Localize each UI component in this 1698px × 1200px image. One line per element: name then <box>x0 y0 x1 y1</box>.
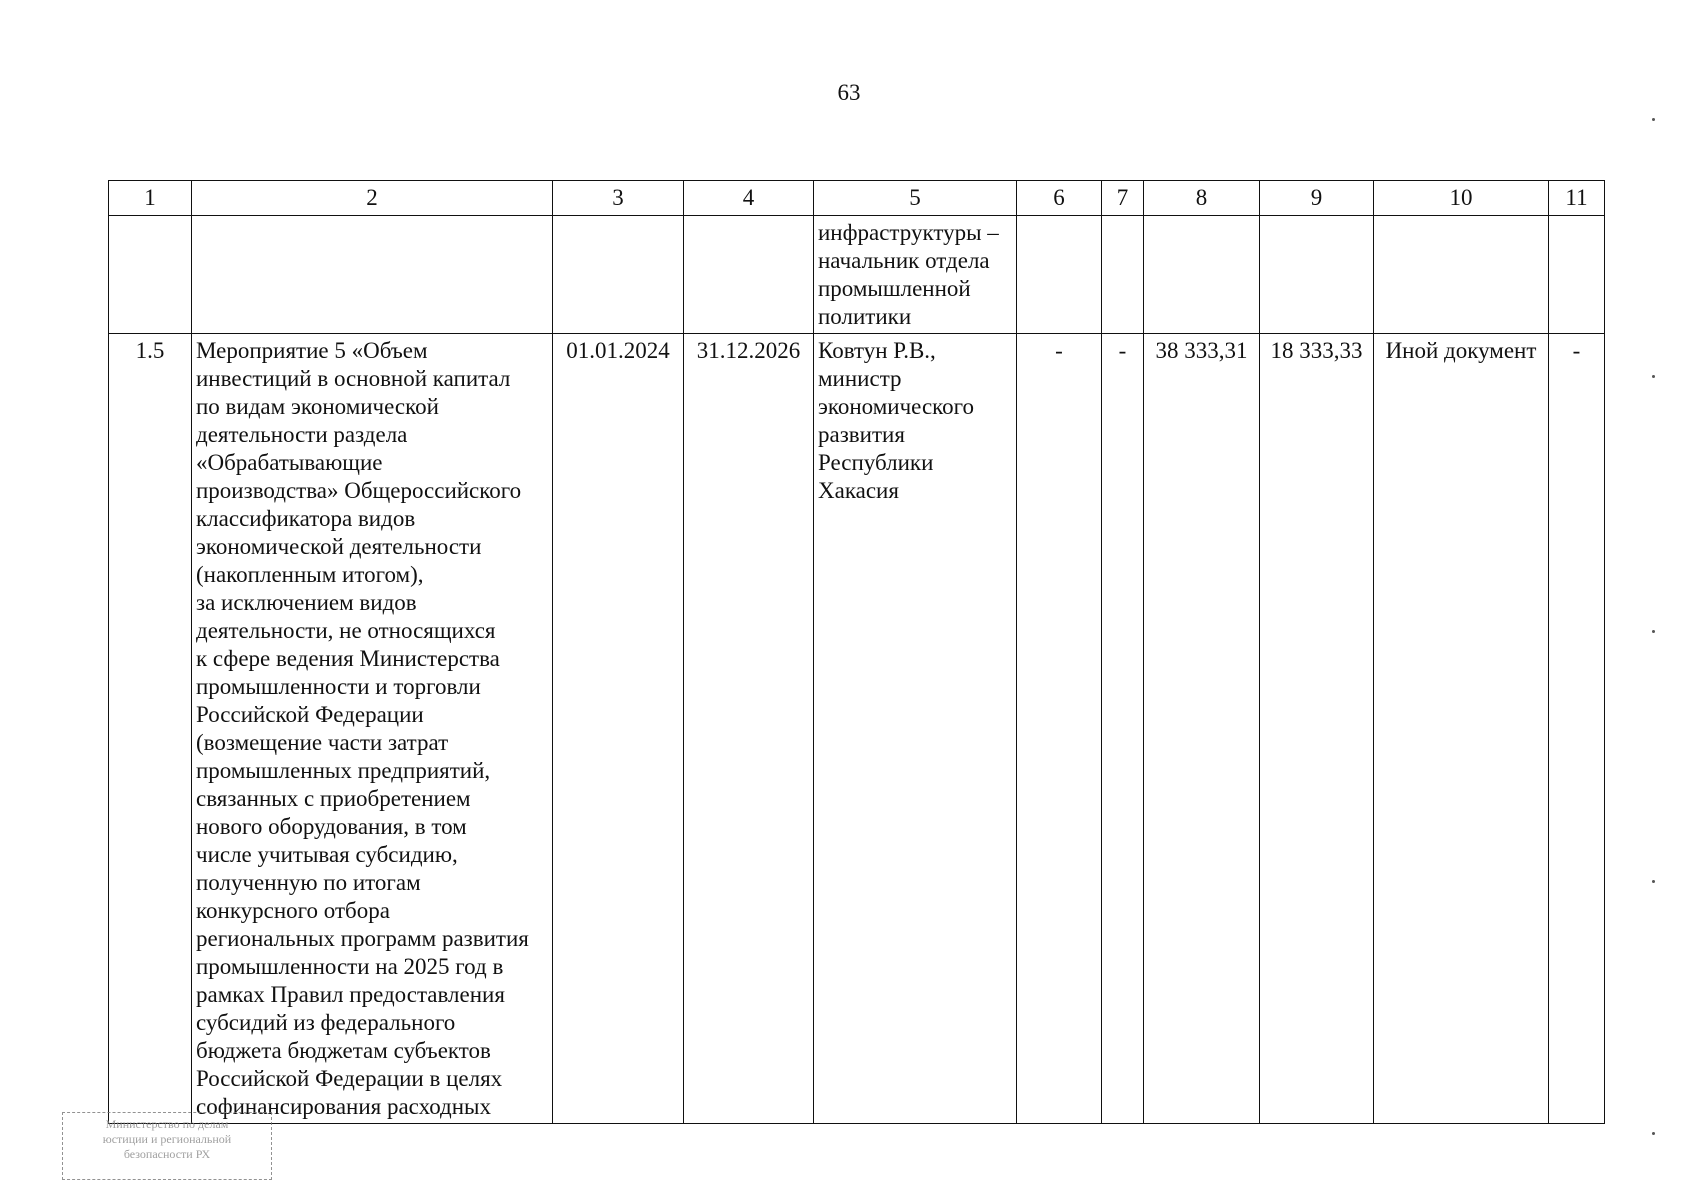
description-line: деятельности, не относящихся <box>196 618 496 643</box>
description-line: числе учитывая субсидию, <box>196 842 458 867</box>
page-number: 63 <box>837 80 861 105</box>
description-line: субсидий из федерального <box>196 1010 456 1035</box>
responsible-line: Хакасия <box>818 478 899 503</box>
stamp-line: юстиции и региональной <box>102 1132 232 1146</box>
header-col-1: 1 <box>109 181 192 216</box>
header-col-4: 4 <box>684 181 814 216</box>
description-line: промышленных предприятий, <box>196 758 491 783</box>
description-line: экономической деятельности <box>196 534 482 559</box>
cont-cell-1 <box>109 216 192 334</box>
header-col-6: 6 <box>1017 181 1102 216</box>
description-line: Мероприятие 5 «Объем <box>196 338 428 363</box>
description-line: Российской Федерации <box>196 702 424 727</box>
description-line: промышленности на 2025 год в <box>196 954 504 979</box>
activities-table <box>108 180 1605 1124</box>
cont-cell-7 <box>1102 216 1144 334</box>
description-line: деятельности раздела <box>196 422 408 447</box>
header-col-10: 10 <box>1374 181 1549 216</box>
cont-cell-8 <box>1144 216 1260 334</box>
end-date: 31.12.2026 <box>684 334 814 1124</box>
description-line: софинансирования расходных <box>196 1094 492 1119</box>
stamp-line: безопасности РХ <box>123 1147 211 1161</box>
responsible-line: Ковтун Р.В., <box>818 338 936 363</box>
responsible-line: развития <box>818 422 905 447</box>
activity-description <box>192 334 553 1124</box>
col11-value: - <box>1549 334 1605 1124</box>
header-col-2: 2 <box>192 181 553 216</box>
description-line: по видам экономической <box>196 394 439 419</box>
col6-value: - <box>1017 334 1102 1124</box>
header-col-11: 11 <box>1549 181 1605 216</box>
responsible-person <box>814 334 1017 1124</box>
cont-text-line: начальник отдела <box>818 248 990 273</box>
description-line: бюджета бюджетам субъектов <box>196 1038 491 1063</box>
header-col-7: 7 <box>1102 181 1144 216</box>
description-line: (накопленным итогом), <box>196 562 424 587</box>
description-line: инвестиций в основной капитал <box>196 366 511 391</box>
description-line: производства» Общероссийского <box>196 478 522 503</box>
header-row <box>109 181 1605 216</box>
cont-cell-3 <box>553 216 684 334</box>
header-col-5: 5 <box>814 181 1017 216</box>
scan-mark <box>1652 1132 1655 1135</box>
description-line: классификатора видов <box>196 506 416 531</box>
scan-mark <box>1652 630 1655 633</box>
row-number: 1.5 <box>109 334 192 1124</box>
description-line: конкурсного отбора <box>196 898 390 923</box>
description-line: нового оборудования, в том <box>196 814 467 839</box>
col8-value: 38 333,31 <box>1144 334 1260 1124</box>
cont-text-line: инфраструктуры – <box>818 220 999 245</box>
description-line: Российской Федерации в целях <box>196 1066 503 1091</box>
cont-cell-11 <box>1549 216 1605 334</box>
description-line: рамках Правил предоставления <box>196 982 505 1007</box>
responsible-line: Республики <box>818 450 934 475</box>
cont-cell-4 <box>684 216 814 334</box>
col10-value: Иной документ <box>1374 334 1549 1124</box>
description-line: полученную по итогам <box>196 870 421 895</box>
cont-cell-9 <box>1260 216 1374 334</box>
description-line: связанных с приобретением <box>196 786 471 811</box>
col9-value: 18 333,33 <box>1260 334 1374 1124</box>
row-1-5 <box>109 334 1605 1124</box>
description-line: промышленности и торговли <box>196 674 481 699</box>
stamp-line: Министерство по делам <box>105 1117 229 1131</box>
description-line: (возмещение части затрат <box>196 730 449 755</box>
scan-mark <box>1652 118 1655 121</box>
header-col-9: 9 <box>1260 181 1374 216</box>
responsible-line: министр <box>818 366 902 391</box>
scan-mark <box>1652 375 1655 378</box>
description-line: «Обрабатывающие <box>196 450 383 475</box>
col7-value: - <box>1102 334 1144 1124</box>
cont-cell-2 <box>192 216 553 334</box>
responsible-line: экономического <box>818 394 975 419</box>
cont-cell-6 <box>1017 216 1102 334</box>
registration-stamp <box>62 1112 272 1180</box>
start-date: 01.01.2024 <box>553 334 684 1124</box>
continuation-row <box>109 216 1605 334</box>
header-col-3: 3 <box>553 181 684 216</box>
header-col-8: 8 <box>1144 181 1260 216</box>
description-line: за исключением видов <box>196 590 417 615</box>
cont-text-line: промышленной <box>818 276 971 301</box>
description-line: региональных программ развития <box>196 926 529 951</box>
cont-cell-5 <box>814 216 1017 334</box>
description-line: к сфере ведения Министерства <box>196 646 500 671</box>
scan-mark <box>1652 880 1655 883</box>
cont-cell-10 <box>1374 216 1549 334</box>
cont-text-line: политики <box>818 304 912 329</box>
